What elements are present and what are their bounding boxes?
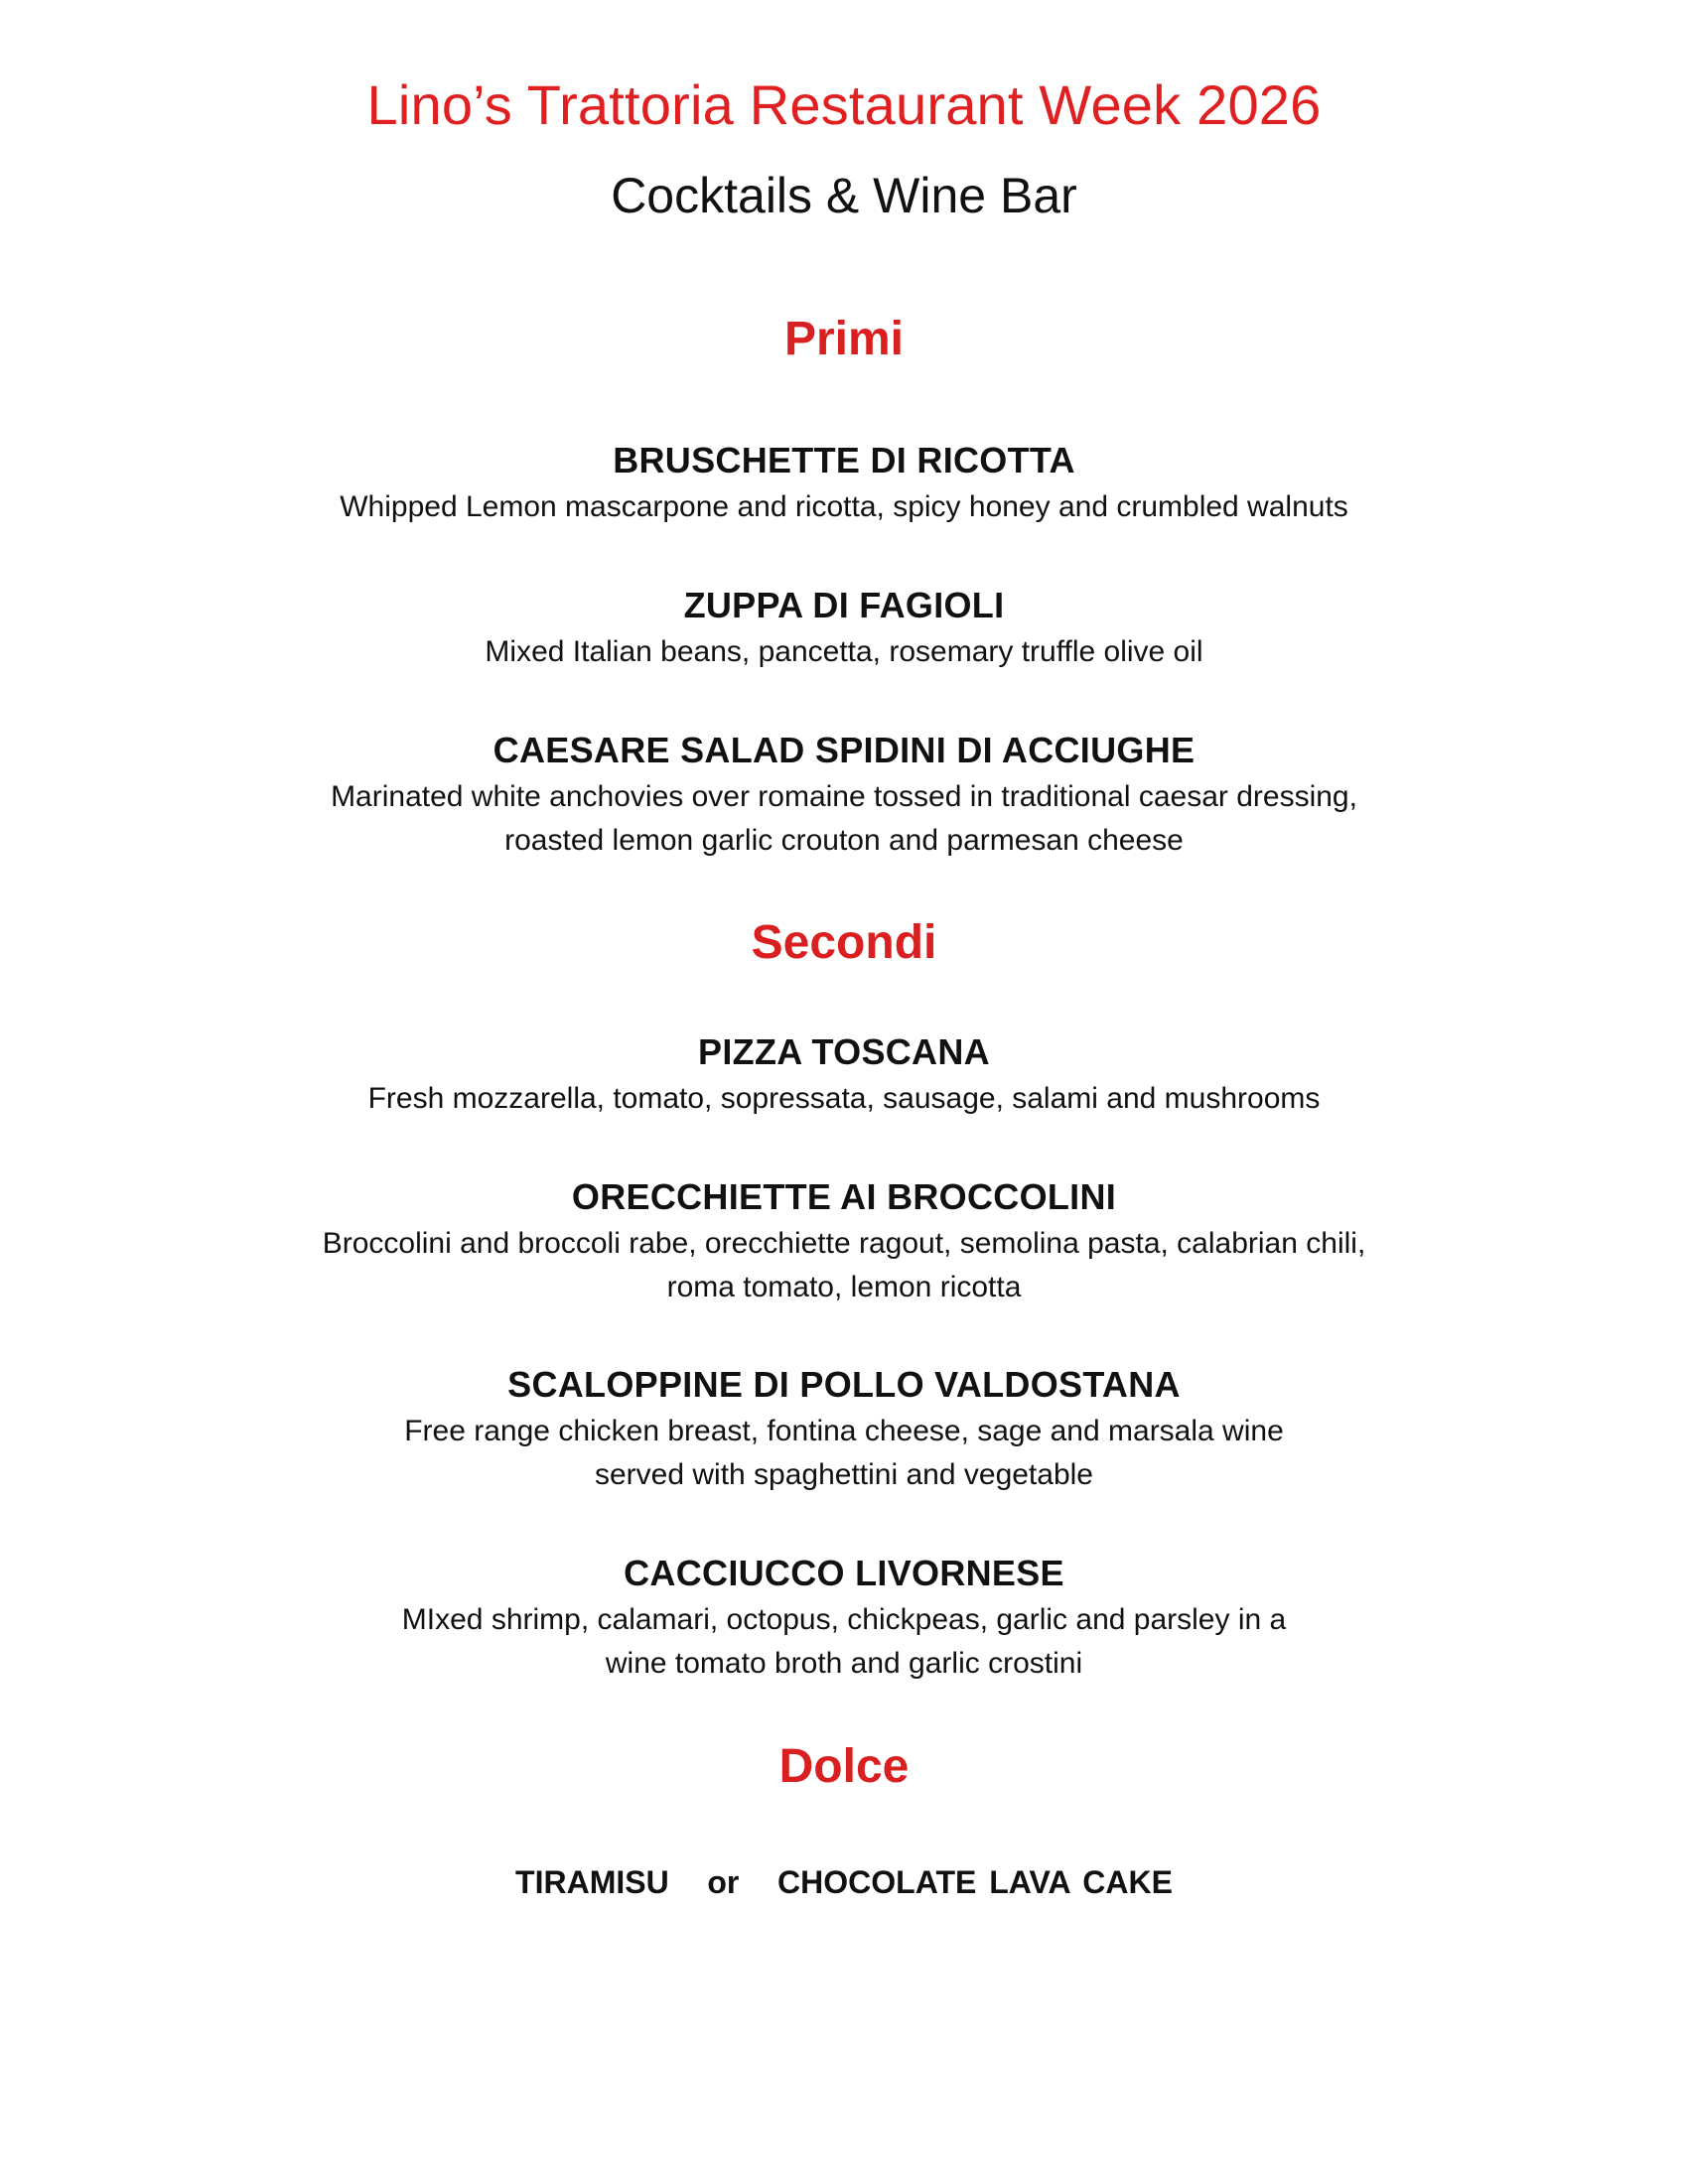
restaurant-subtitle: Cocktails & Wine Bar <box>611 168 1077 223</box>
section-heading-dolce: Dolce <box>778 1740 910 1793</box>
dish-description: wine tomato broth and garlic crostini <box>605 1647 1083 1680</box>
dish-description: Marinated white anchovies over romaine tossed in traditional caesar dressing, <box>331 780 1357 813</box>
restaurant-title: Lino’s Trattoria Restaurant Week 2026 <box>366 73 1322 136</box>
dish-description: Fresh mozzarella, tomato, sopressata, sausage, salami and mushrooms <box>367 1082 1321 1115</box>
dish-description: Free range chicken breast, fontina cheese, sage and marsala wine <box>404 1415 1284 1447</box>
dessert-option-lava-cake: CHOCOLATE LAVA CAKE <box>777 1864 1173 1900</box>
dessert-joiner: or <box>707 1864 740 1900</box>
dish-description: Broccolini and broccoli rabe, orecchiette ragout, semolina pasta, calabrian chili, <box>322 1227 1366 1260</box>
dish-name: CAESARE SALAD SPIDINI DI ACCIUGHE <box>492 730 1196 770</box>
dish-name: PIZZA TOSCANA <box>698 1031 990 1072</box>
dish-name: ZUPPA DI FAGIOLI <box>683 585 1005 625</box>
dish-description: roma tomato, lemon ricotta <box>666 1271 1022 1303</box>
dessert-option-tiramisu: TIRAMISU <box>515 1864 669 1900</box>
dish-description: MIxed shrimp, calamari, octopus, chickpeas, garlic and parsley in a <box>401 1603 1287 1636</box>
section-heading-primi: Primi <box>783 313 905 365</box>
dish-description: roasted lemon garlic crouton and parmesan cheese <box>504 824 1184 857</box>
dish-name: CACCIUCCO LIVORNESE <box>624 1553 1064 1593</box>
dish-name: BRUSCHETTE DI RICOTTA <box>613 440 1075 480</box>
dish-description: served with spaghettini and vegetable <box>594 1458 1093 1491</box>
section-heading-secondi: Secondi <box>751 916 937 969</box>
dish-description: Whipped Lemon mascarpone and ricotta, spicy honey and crumbled walnuts <box>340 490 1348 523</box>
dish-name: ORECCHIETTE AI BROCCOLINI <box>571 1176 1117 1217</box>
dish-description: Mixed Italian beans, pancetta, rosemary truffle olive oil <box>485 635 1203 668</box>
dish-name: SCALOPPINE DI POLLO VALDOSTANA <box>507 1364 1181 1405</box>
dessert-options <box>0 1866 1688 1898</box>
